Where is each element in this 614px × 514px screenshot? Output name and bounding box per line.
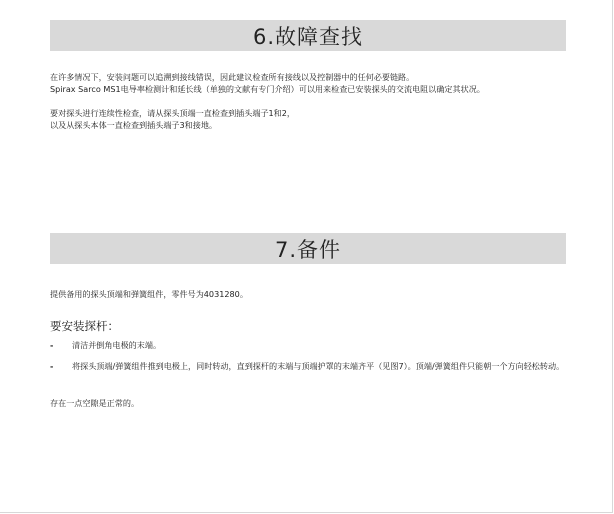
section-6-title: 6.故障查找 xyxy=(252,24,364,49)
section-6-paragraph-2: Spirax Sarco MS1电导率检测计和延长线（单独的文献有专门介绍）可以用来检查已安装探头的交流电阻以确定其状况。 xyxy=(50,84,485,94)
section-7-note: 存在一点空隙是正常的。 xyxy=(50,398,140,408)
bullet-dash: - xyxy=(50,340,54,350)
install-heading: 要安装探杆： xyxy=(50,319,119,333)
section-6-paragraph-4: 以及从探头本体一直检查到插头端子3和接地。 xyxy=(50,120,218,130)
section-7-title: 7.备件 xyxy=(274,237,342,262)
list-item xyxy=(50,340,570,351)
section-7-banner xyxy=(50,233,566,264)
list-item xyxy=(50,361,570,372)
section-6-paragraph-1: 在许多情况下，安装问题可以追溯到接线错误，因此建议检查所有接线以及控制器中的任何必要链路。 xyxy=(50,72,415,82)
bullet-text: 清洁并倒角电极的末端。 xyxy=(72,340,162,350)
section-6-banner xyxy=(50,20,566,51)
bullet-text: 将探头顶端/弹簧组件推到电极上，同时转动，直到探杆的末端与顶端护罩的末端齐平（见图7）。顶端/弹簧组件只能朝一个方向轻松转动。 xyxy=(72,361,565,371)
section-7-intro: 提供备用的探头顶端和弹簧组件，零件号为4031280。 xyxy=(50,289,248,299)
section-6-paragraph-3: 要对探头进行连续性检查，请从探头顶端一直检查到插头端子1和2， xyxy=(50,108,296,118)
bullet-dash: - xyxy=(50,361,54,371)
